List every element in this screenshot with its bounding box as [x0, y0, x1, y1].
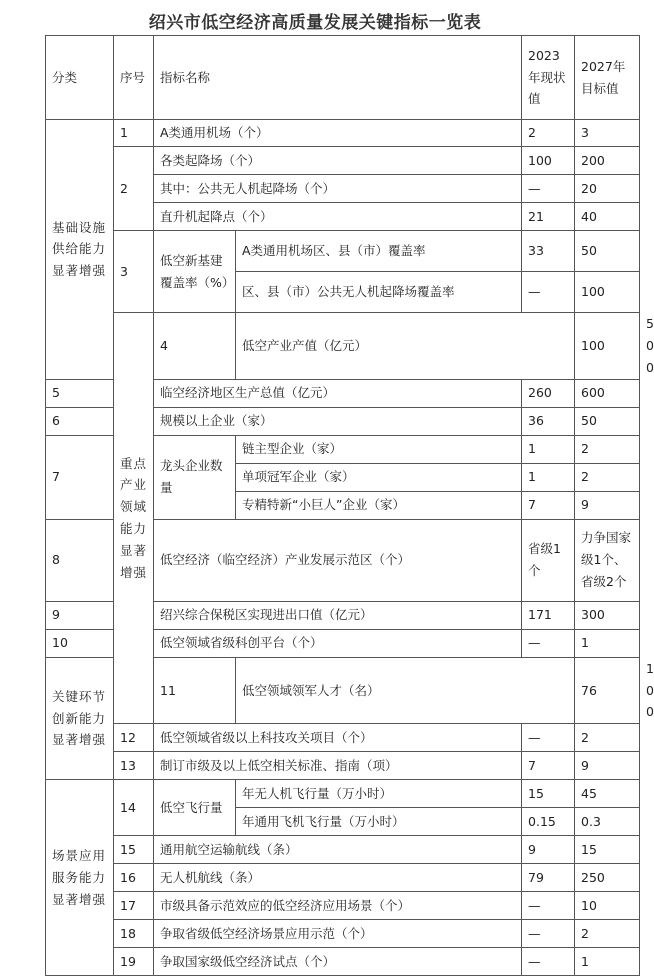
header-target: 2027年目标值	[575, 36, 640, 120]
row-target: 9	[575, 491, 640, 519]
row-sub-name: 年无人机飞行量（万小时）	[236, 780, 522, 808]
row-target: 300	[575, 601, 640, 629]
row-no: 5	[46, 379, 114, 407]
row-no: 13	[114, 752, 154, 780]
row-target: 1	[575, 629, 640, 657]
row-target: 100	[575, 272, 640, 313]
row-target: 2	[575, 724, 640, 752]
row-no: 3	[114, 231, 154, 313]
table-row	[46, 864, 640, 892]
row-name: 绍兴综合保税区实现进出口值（亿元）	[154, 601, 522, 629]
row-target: 20	[575, 175, 640, 203]
row-current: 76	[575, 657, 640, 724]
row-no: 2	[114, 147, 154, 231]
table-row	[46, 120, 640, 147]
row-current: 2	[522, 120, 575, 147]
row-no: 9	[46, 601, 114, 629]
header-category: 分类	[46, 36, 114, 120]
row-name: 低空领域领军人才（名）	[236, 657, 575, 724]
row-current: —	[522, 272, 575, 313]
row-no: 14	[114, 780, 154, 836]
row-target: 0.3	[575, 808, 640, 836]
row-target: 力争国家级1个、省级2个	[575, 519, 640, 601]
row-name: 直升机起降点（个）	[154, 203, 522, 231]
table-row: 关键环节创新能力显著增强 11 低空领域领军人才（名） 76 100	[46, 657, 640, 724]
row-no: 17	[114, 892, 154, 920]
row-name: 规模以上企业（家）	[154, 407, 522, 435]
row-no: 15	[114, 836, 154, 864]
row-current: 79	[522, 864, 575, 892]
header-current: 2023年现状值	[522, 36, 575, 120]
row-target: 200	[575, 147, 640, 175]
table-row	[46, 231, 640, 272]
row-no: 12	[114, 724, 154, 752]
row-sub-name: 链主型企业（家）	[236, 435, 522, 463]
row-current: 1	[522, 463, 575, 491]
row-current: 7	[522, 491, 575, 519]
table-row	[46, 892, 640, 920]
row-no: 6	[46, 407, 114, 435]
row-current: 7	[522, 752, 575, 780]
table-row	[46, 724, 640, 752]
row-current: 260	[522, 379, 575, 407]
row-current: 100	[575, 313, 640, 380]
row-sub-name: 年通用飞机飞行量（万小时）	[236, 808, 522, 836]
row-name: 低空产业产值（亿元）	[236, 313, 575, 380]
row-name: 市级具备示范效应的低空经济应用场景（个）	[154, 892, 522, 920]
row-no: 7	[46, 435, 114, 519]
row-no: 11	[154, 657, 236, 724]
row-current: 21	[522, 203, 575, 231]
table-row	[46, 147, 640, 175]
row-current: —	[522, 724, 575, 752]
row-target: 2	[575, 920, 640, 948]
row-sub-name: 专精特新“小巨人”企业（家）	[236, 491, 522, 519]
table-row	[46, 780, 640, 808]
indicators-table	[45, 35, 654, 976]
row-target: 2	[575, 435, 640, 463]
row-no: 4	[154, 313, 236, 380]
category-cell: 重点产业领域能力显著增强	[114, 313, 154, 724]
row-target: 2	[575, 463, 640, 491]
row-name: 低空领域省级科创平台（个）	[154, 629, 522, 657]
row-no: 10	[46, 629, 114, 657]
table-row	[46, 752, 640, 780]
row-name: 各类起降场（个）	[154, 147, 522, 175]
row-current: 171	[522, 601, 575, 629]
table-row	[46, 836, 640, 864]
header-row	[46, 36, 640, 120]
row-current: 1	[522, 435, 575, 463]
row-current: —	[522, 892, 575, 920]
row-target: 50	[575, 407, 640, 435]
row-current: 0.15	[522, 808, 575, 836]
row-name: 制订市级及以上低空相关标准、指南（项）	[154, 752, 522, 780]
row-current: —	[522, 175, 575, 203]
row-target: 15	[575, 836, 640, 864]
table-row	[46, 920, 640, 948]
row-current: 15	[522, 780, 575, 808]
table-row	[46, 948, 640, 976]
row-target: 10	[575, 892, 640, 920]
row-sub-name: A类通用机场区、县（市）覆盖率	[236, 231, 522, 272]
row-group-name: 低空新基建覆盖率（%）	[154, 231, 236, 313]
row-group-name: 低空飞行量	[154, 780, 236, 836]
category-cell: 基础设施供给能力显著增强	[46, 120, 114, 380]
row-group-name: 龙头企业数量	[154, 435, 236, 519]
row-sub-name: 单项冠军企业（家）	[236, 463, 522, 491]
row-current: 100	[522, 147, 575, 175]
row-target: 9	[575, 752, 640, 780]
row-name: 其中：公共无人机起降场（个）	[154, 175, 522, 203]
row-target: 40	[575, 203, 640, 231]
row-current: —	[522, 948, 575, 976]
row-current: 33	[522, 231, 575, 272]
row-sub-name: 区、县（市）公共无人机起降场覆盖率	[236, 272, 522, 313]
row-no: 16	[114, 864, 154, 892]
row-name: 低空领域省级以上科技攻关项目（个）	[154, 724, 522, 752]
row-current: 9	[522, 836, 575, 864]
row-name: 争取省级低空经济场景应用示范（个）	[154, 920, 522, 948]
category-cell: 场景应用服务能力显著增强	[46, 780, 114, 976]
row-name: A类通用机场（个）	[154, 120, 522, 147]
row-name: 临空经济地区生产总值（亿元）	[154, 379, 522, 407]
header-name: 指标名称	[154, 36, 522, 120]
row-name: 无人机航线（条）	[154, 864, 522, 892]
row-no: 19	[114, 948, 154, 976]
row-target: 45	[575, 780, 640, 808]
row-target: 600	[575, 379, 640, 407]
row-no: 1	[114, 120, 154, 147]
table-row: 重点产业领域能力显著增强 4 低空产业产值（亿元） 100 500	[46, 313, 640, 380]
row-target: 250	[575, 864, 640, 892]
row-current: —	[522, 920, 575, 948]
row-name: 通用航空运输航线（条）	[154, 836, 522, 864]
row-current: —	[522, 629, 575, 657]
row-target: 3	[575, 120, 640, 147]
table-title: 绍兴市低空经济高质量发展关键指标一览表	[148, 13, 482, 33]
row-name: 低空经济（临空经济）产业发展示范区（个）	[154, 519, 522, 601]
header-no: 序号	[114, 36, 154, 120]
category-cell: 关键环节创新能力显著增强	[46, 657, 114, 780]
row-no: 18	[114, 920, 154, 948]
row-name: 争取国家级低空经济试点（个）	[154, 948, 522, 976]
row-target: 50	[575, 231, 640, 272]
row-no: 8	[46, 519, 114, 601]
row-current: 36	[522, 407, 575, 435]
row-current: 省级1个	[522, 519, 575, 601]
row-target: 1	[575, 948, 640, 976]
